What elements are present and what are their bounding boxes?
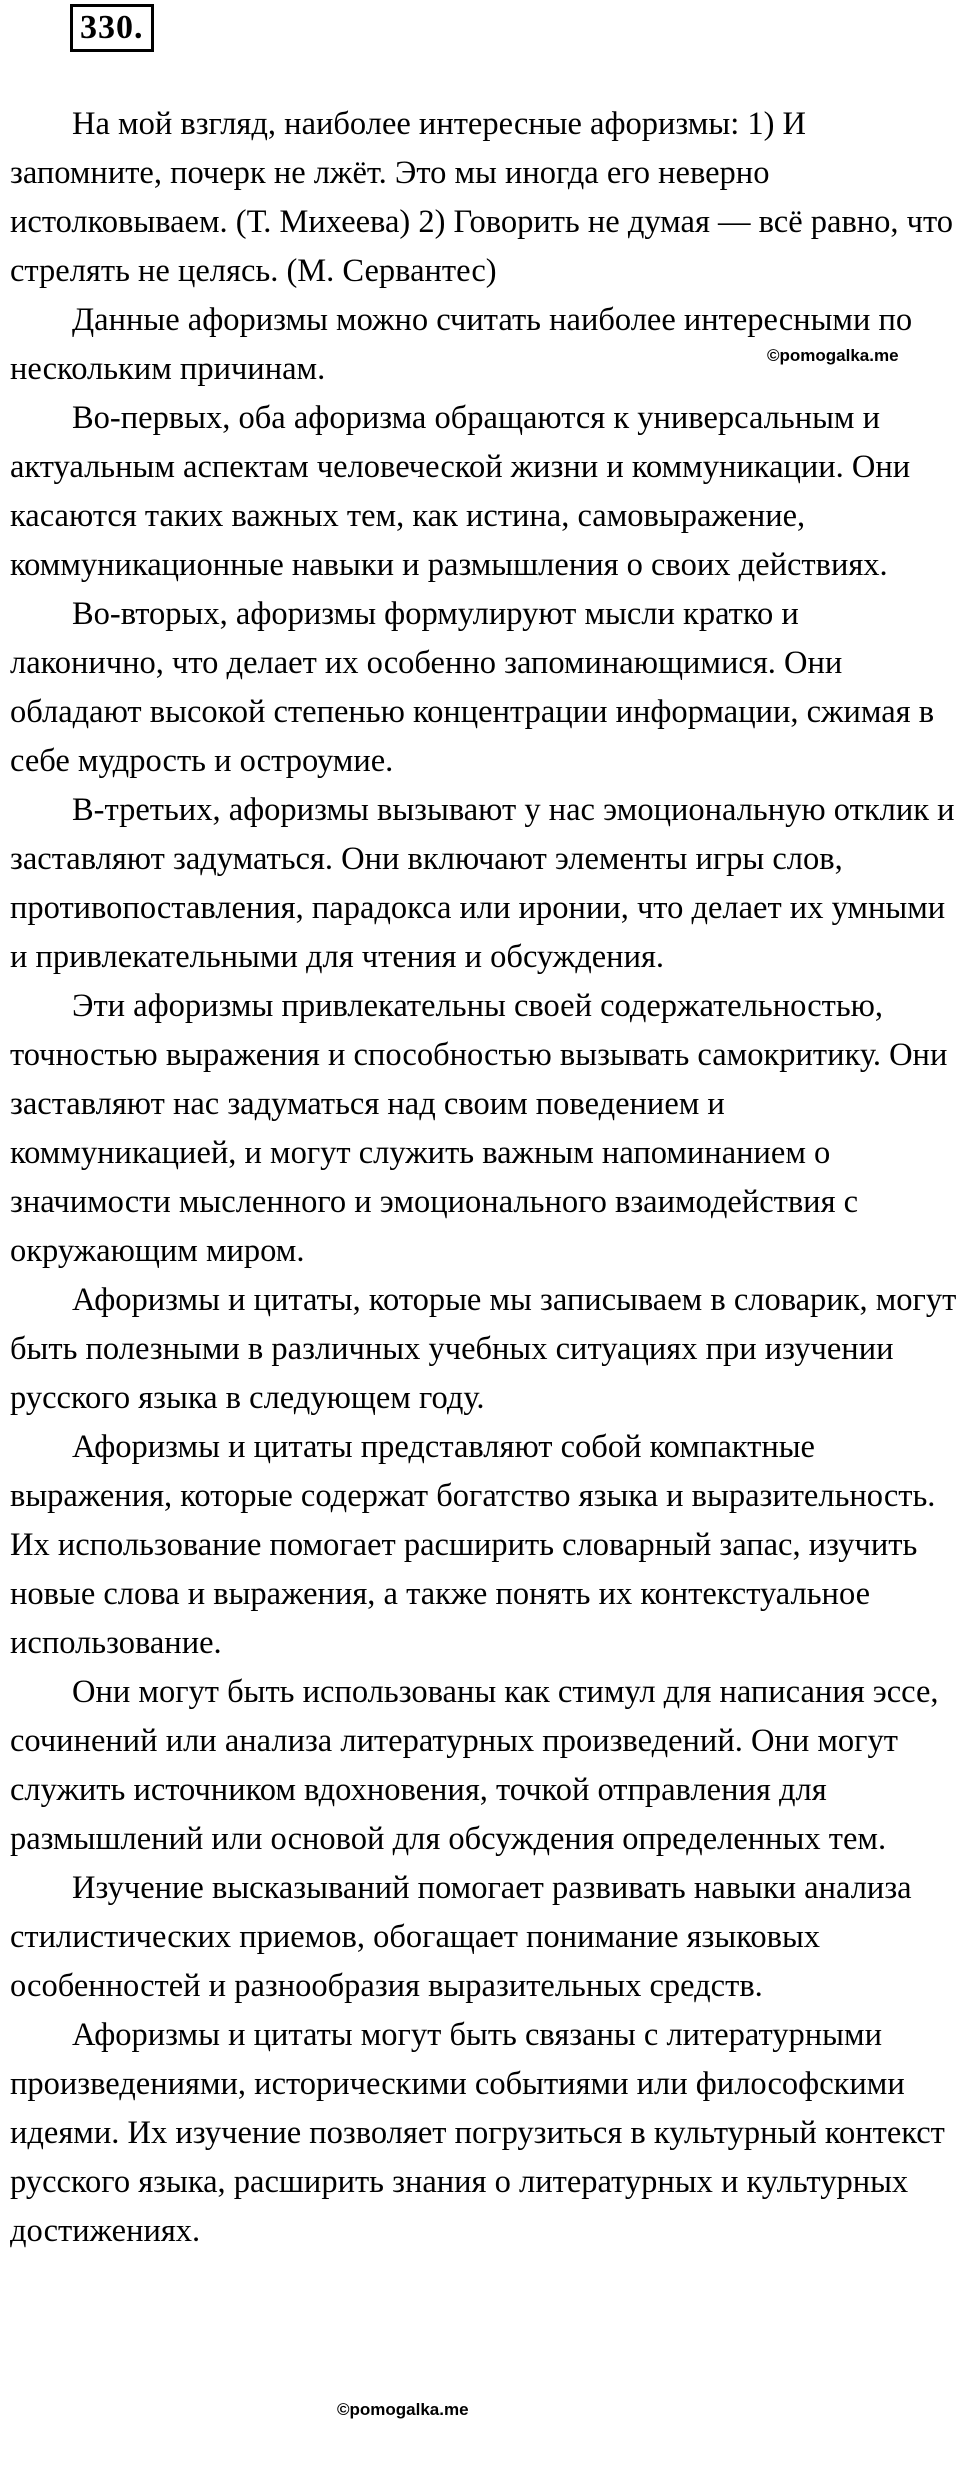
- paragraph-3: Во-первых, оба афоризма обращаются к универсальным и актуальным аспектам человеческой жизни и коммуникации. Они касаются таких важных тем, как истина, самовыражение, коммуникационные навыки и размышления о своих действиях.: [10, 400, 911, 583]
- watermark-top: ©pomogalka.me: [767, 346, 899, 365]
- paragraph-11: Афоризмы и цитаты могут быть связаны с литературными произведениями, историческими событиями или философскими идеями. Их изучение позволяет погрузиться в культурный контекст русского языка, расширить знания о литературных и культурных достижениях.: [10, 2017, 945, 2249]
- exercise-number-box: 330.: [70, 4, 154, 52]
- paragraph-5: В-третьих, афоризмы вызывают у нас эмоциональную отклик и заставляют задуматься. Они включают элементы игры слов, противопоставления, парадокса или иронии, что делает их умными и привлекательными для чтения и обсуждения.: [10, 792, 955, 975]
- answer-text: [10, 100, 958, 2256]
- paragraph-9: Они могут быть использованы как стимул для написания эссе, сочинений или анализа литературных произведений. Они могут служить источником вдохновения, точкой отправления для размышлений или основой для обсуждения определенных тем.: [10, 1674, 939, 1857]
- paragraph-1: На мой взгляд, наиболее интересные афоризмы: 1) И запомните, почерк не лжёт. Это мы иногда его неверно истолковываем. (Т. Михеева) 2) Говорить не думая — всё равно, что стрелять не целясь. (М. Сервантес): [10, 106, 954, 289]
- paragraph-7: Афоризмы и цитаты, которые мы записываем в словарик, могут быть полезными в различных учебных ситуациях при изучении русского языка в следующем году.: [10, 1282, 957, 1416]
- paragraph-6: Эти афоризмы привлекательны своей содержательностью, точностью выражения и способностью вызывать самокритику. Они заставляют нас задуматься над своим поведением и коммуникацией, и могут служить важным напоминанием о значимости мысленного и эмоционального взаимодействия с окружающим миром.: [10, 988, 948, 1269]
- paragraph-4: Во-вторых, афоризмы формулируют мысли кратко и лаконично, что делает их особенно запоминающимися. Они обладают высокой степенью концентрации информации, сжимая в себе мудрость и остроумие.: [10, 596, 935, 779]
- paragraph-8: Афоризмы и цитаты представляют собой компактные выражения, которые содержат богатство языка и выразительность. Их использование помогает расширить словарный запас, изучить новые слова и выражения, а также понять их контекстуальное использование.: [10, 1429, 936, 1661]
- paragraph-10: Изучение высказываний помогает развивать навыки анализа стилистических приемов, обогащает понимание языковых особенностей и разнообразия выразительных средств.: [10, 1870, 912, 2004]
- paragraph-2: Данные афоризмы можно считать наиболее интересными по нескольким причинам.: [10, 302, 913, 387]
- watermark-bottom: ©pomogalka.me: [337, 2400, 469, 2419]
